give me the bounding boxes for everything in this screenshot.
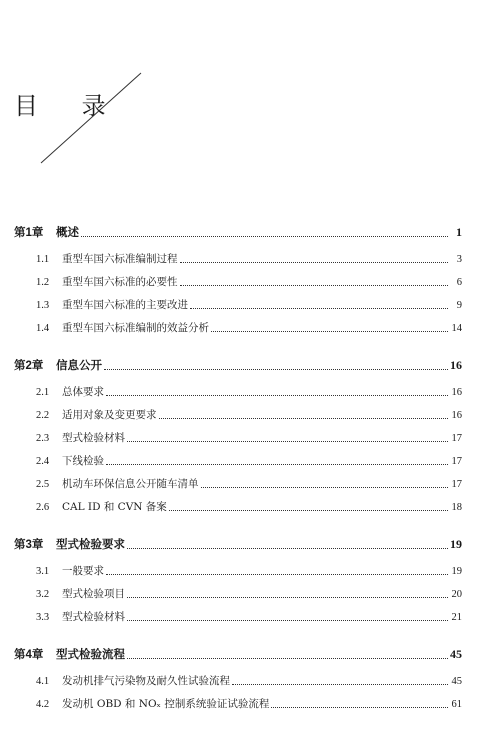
section-title: 发动机 OBD 和 NOₓ 控制系统验证试验流程: [62, 698, 270, 710]
section-title: 型式检验材料: [62, 611, 125, 623]
chapter-number: 第2章: [14, 360, 44, 372]
section-title: 总体要求: [62, 386, 104, 398]
dot-leader: [104, 369, 448, 370]
page-number: 19: [451, 566, 462, 577]
toc-section-entry[interactable]: [36, 430, 462, 445]
section-number: 1.3: [36, 300, 50, 311]
dot-leader: [106, 574, 448, 575]
section-title: 机动车环保信息公开随车清单: [62, 478, 199, 490]
page-number: 17: [451, 479, 462, 490]
dot-leader: [211, 331, 448, 332]
toc-section-entry[interactable]: [36, 696, 462, 711]
section-number: 4.1: [36, 676, 50, 687]
section-number: 2.2: [36, 410, 50, 421]
section-number: 1.2: [36, 277, 50, 288]
section-title: 重型车国六标准的主要改进: [62, 299, 188, 311]
page-number: 16: [451, 410, 462, 421]
page-number: 61: [451, 699, 462, 710]
section-number: 2.6: [36, 502, 50, 513]
page-number: 6: [456, 277, 462, 288]
page-number: 17: [451, 456, 462, 467]
dot-leader: [180, 262, 449, 263]
section-title: 重型车国六标准的必要性: [62, 276, 178, 288]
page-number: 9: [456, 300, 462, 311]
toc-section-entry[interactable]: [36, 453, 462, 468]
toc-section-entry[interactable]: [36, 673, 462, 688]
toc-chapter-entry[interactable]: [14, 224, 462, 240]
chapter-title: 型式检验要求: [56, 539, 125, 551]
dot-leader: [159, 418, 449, 419]
toc-section-entry[interactable]: [36, 586, 462, 601]
page-number: 16: [450, 358, 462, 372]
section-title: 重型车国六标准编制的效益分析: [62, 322, 209, 334]
section-number: 2.4: [36, 456, 50, 467]
section-number: 3.3: [36, 612, 50, 623]
dot-leader: [106, 464, 448, 465]
dot-leader: [271, 707, 448, 708]
section-title: 适用对象及变更要求: [62, 409, 157, 421]
chapter-number: 第1章: [14, 227, 44, 239]
chapter-title: 信息公开: [56, 360, 102, 372]
toc-section-entry[interactable]: [36, 274, 462, 289]
page-number: 18: [451, 502, 462, 513]
page-number: 14: [451, 323, 462, 334]
page-number: 19: [450, 537, 462, 551]
dot-leader: [81, 236, 448, 237]
section-title: CAL ID 和 CVN 备案: [62, 501, 167, 513]
dot-leader: [201, 487, 449, 488]
section-number: 2.5: [36, 479, 50, 490]
dot-leader: [232, 684, 448, 685]
dot-leader: [106, 395, 448, 396]
section-number: 2.1: [36, 387, 50, 398]
toc-section-entry[interactable]: [36, 499, 462, 514]
toc-section-entry[interactable]: [36, 563, 462, 578]
page-number: 17: [451, 433, 462, 444]
toc-section-entry[interactable]: [36, 609, 462, 624]
dot-leader: [127, 620, 448, 621]
page-title: 目 录: [14, 92, 124, 120]
toc-chapter-entry[interactable]: [14, 646, 462, 662]
page-number: 16: [451, 387, 462, 398]
dot-leader: [190, 308, 448, 309]
toc-section-entry[interactable]: [36, 251, 462, 266]
chapter-number: 第3章: [14, 539, 44, 551]
section-number: 2.3: [36, 433, 50, 444]
dot-leader: [180, 285, 449, 286]
dot-leader: [127, 548, 448, 549]
page-number: 21: [451, 612, 462, 623]
chapter-title: 型式检验流程: [56, 649, 125, 661]
chapter-number: 第4章: [14, 649, 44, 661]
toc-section-entry[interactable]: [36, 320, 462, 335]
section-title: 一般要求: [62, 565, 104, 577]
dot-leader: [127, 597, 448, 598]
page-number: 1: [456, 225, 462, 239]
section-number: 4.2: [36, 699, 50, 710]
section-title: 型式检验项目: [62, 588, 125, 600]
toc-section-entry[interactable]: [36, 384, 462, 399]
toc-section-entry[interactable]: [36, 476, 462, 491]
section-title: 型式检验材料: [62, 432, 125, 444]
section-number: 1.4: [36, 323, 50, 334]
section-number: 3.1: [36, 566, 50, 577]
section-title: 重型车国六标准编制过程: [62, 253, 178, 265]
page-number: 3: [456, 254, 462, 265]
page-number: 20: [451, 589, 462, 600]
dot-leader: [127, 658, 448, 659]
toc-section-entry[interactable]: [36, 297, 462, 312]
dot-leader: [127, 441, 448, 442]
toc-section-entry[interactable]: [36, 407, 462, 422]
section-title: 下线检验: [62, 455, 104, 467]
page-number: 45: [451, 676, 462, 687]
section-title: 发动机排气污染物及耐久性试验流程: [62, 675, 230, 687]
dot-leader: [169, 510, 448, 511]
toc-chapter-entry[interactable]: [14, 357, 462, 373]
toc-chapter-entry[interactable]: [14, 536, 462, 552]
section-number: 3.2: [36, 589, 50, 600]
page-number: 45: [450, 647, 462, 661]
section-number: 1.1: [36, 254, 50, 265]
chapter-title: 概述: [56, 227, 79, 239]
